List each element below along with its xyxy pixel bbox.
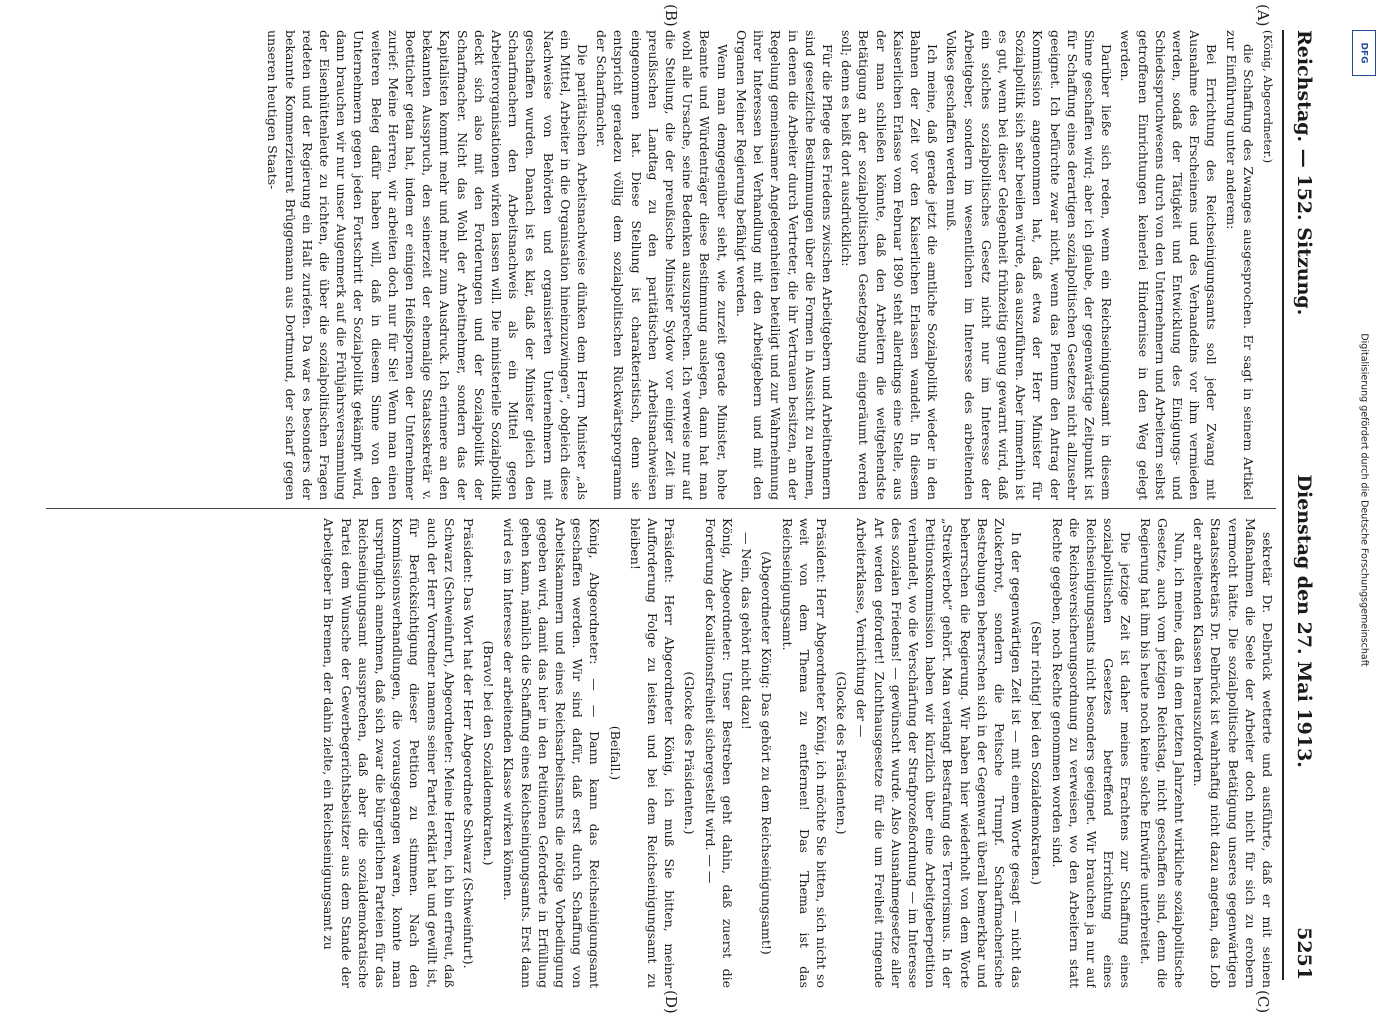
header-left: Reichstag. — 152. Sitzung. <box>1293 30 1315 316</box>
dfg-logo-text: DFG <box>1358 42 1369 64</box>
paragraph: Darüber ließe sich reden, wenn ein Reichseinigungsamt in diesem Sinne geschaffen wird; aber ich glaube, der gegenwärtige Zeitpunkt ist für Schaffung eines derartigen sozialpolitischen Gesetzes nicht allzusehr geeignet. Ich befürchte zwar nicht, wenn das Plenum den Antrag der Kommission angenommen hat, daß etwa der Herr Minister für Sozialpolitik sich sehr beeilen würde, das auszuführen. Aber immerhin ist es gut, wenn bei dieser Gelegenheit frühzeitig genug gewarnt wird, daß ein solches sozialpolitisches Gesetz nicht nur im Interesse der Arbeitgeber, sondern im wesentlichen im Interesse des arbeitenden Volkes geschaffen werden muß. <box>944 30 1115 500</box>
paragraph: Präsident: Herr Abgeordneter König, ich möchte Sie bitten, sich nicht so weit von dem Thema zu entfernen! Das Thema ist das Reichseinigungsamt. <box>779 518 829 988</box>
paragraph: (Beifall.) <box>607 725 623 781</box>
margin-marker-a: (A) <box>1254 4 1272 27</box>
paragraph: Nun, ich meine, daß in dem letzten Jahrzehnt wirkliche sozialpolitische Gesetze, auch vom jetzigen Reichstag, nicht geschaffen sind, denn die Regierung hat ihm bis heute noch keine solche Entwürfe unterbreitet. <box>1137 518 1187 988</box>
header-rule <box>1282 30 1284 980</box>
paragraph: die Schaffung des Zwanges ausgesprochen. Er sagt in seinem Artikel zur Einführung unter anderem: <box>1223 30 1256 500</box>
paragraph: König, Abgeordneter: — — Dann kann das Reichseinigungsamt geschaffen werden. Wir sind dafür, daß erst durch Schaffung von Arbeitskammern und eines Reichsarbeitsamts die nötige Vorbedingung gegeben wird, damit das hier in den Petitionen Geforderte in Erfüllung gehen kann, nämlich die Schaffung eines Reichseinigungsamts. Erst dann wird es im Interesse der arbeitenden Klasse wirken können. <box>501 518 603 988</box>
paragraph: Ich meine, daß gerade jetzt die amtliche Sozialpolitik wieder in den Bahnen der Zeit vor den Kaiserlichen Erlassen wandelt. In diesem Kaiserlichen Erlasse vom Februar 1890 steht allerdings eine Stelle, aus der man schließen könnte, daß den Arbeitern die weitgehendste Betätigung an der sozialpolitischen Gesetzgebung eingeräumt werden soll; denn es heißt dort ausdrücklich: <box>839 30 941 500</box>
paragraph: Schwarz (Schweinfurt), Abgeordneter: Meine Herren, ich bin erfreut, daß auch der Herr Vorredner namens seiner Partei erklärt hat und gewillt ist, für Berücksichtigung dieser Petition zu stimmen. Nach den Kommissionsverhandlungen, die vorausgegangen waren, konnte man ursprünglich annehmen, daß sich zwar die bürgerlichen Parteien für das Reichseinigungsamt aussprechen, daß aber die sozialdemokratische Partei dem Wunsche der Gewerbegerichtsbeisitzer aus dem Stande der Arbeitgeber in Bremen, der dahin zielte, ein Reichseinigungsamt zu <box>321 518 457 988</box>
running-header <box>1286 30 1322 980</box>
text-column-left <box>46 30 1276 500</box>
paragraph: Präsident: Das Wort hat der Herr Abgeordnete Schwarz (Schweinfurt). <box>461 518 477 969</box>
margin-marker-d: (D) <box>662 990 680 1014</box>
page-number: 5251 <box>1293 927 1315 980</box>
dfg-logo <box>1352 30 1376 76</box>
paragraph: Präsident: Herr Abgeordneter König, ich muß Sie bitten, meiner Aufforderung Folge zu leisten und bei dem Reichseinigungsamt zu bleiben! <box>627 518 678 988</box>
digitization-strip <box>1351 30 1377 980</box>
paragraph: sekretär Dr. Delbrück wetterte und ausführte, daß er mit seinen Maßnahmen die Seele der Arbeiter doch nicht für sich zu erobern vermocht hätte. Die sozialpolitische Betätigung unseres gegenwärtigen Staatssekretärs Dr. Delbrück ist wahrhaftig nicht dazu angetan, das Lob der arbeitenden Klassen herauszufordern. <box>1191 518 1275 988</box>
paragraph: (König, Abgeordneter.) <box>1261 30 1275 164</box>
column-divider <box>46 508 1276 509</box>
paragraph: König, Abgeordneter: Unser Bestreben geht dahin, daß zuerst die Forderung der Koalitionsfreiheit sichergestellt wird. — — <box>702 518 735 988</box>
paragraph: (Abgeordneter König: Das gehört zu dem Reichseinigungsamt!) <box>759 551 775 955</box>
paragraph: Bei Errichtung des Reichseinigungsamts soll jeder Zwang mit Ausnahme des Erscheinens und des Verhandelns vor ihm vermieden werden, sodaß der Tätigkeit und Entwicklung des Einigungs- und Schiedsspruchwesens durch von den Unternehmern und Arbeitern selbst getroffenen Einrichtungen keinerlei Hindernisse in den Weg gelegt werden. <box>1118 30 1220 500</box>
margin-marker-b: (B) <box>662 4 680 27</box>
paragraph: (Sehr richtig! bei den Sozialdemokraten.) <box>1029 621 1045 885</box>
digitization-note: Digitalisierung gefördert durch die Deutsche Forschungsgemeinschaft <box>1358 333 1370 667</box>
paragraph: Wenn man demgegenüber sieht, wie zurzeit gerade Minister, hohe Beamte und Würdenträger diese Bestimmung auslegen, dann hat man wohl alle Ursache, seine Bedenken auszusprechen. Ich verweise nur auf die Stellung, die der preußische Minister Sydow vor einiger Zeit im preußischen Landtag zu den paritätischen Arbeitsnachweisen eingenommen hat. Diese Stellung ist charakteristisch, denn sie entspricht geradezu völlig dem sozialpolitischen Rückwärtsprogramm der Scharfmacher. <box>594 30 730 500</box>
paragraph: Die jetzige Zeit ist daher meines Erachtens zur Schaffung eines sozialpolitischen Gesetzes betreffend Errichtung eines Reichseinigungsamts nicht besonders geeignet. Wir brauchen ja nur auf die Reichsversicherungsordnung zu verweisen, wo den Arbeitern statt Rechte gegeben, noch Rechte genommen worden sind. <box>1049 518 1134 988</box>
paragraph: In der gegenwärtigen Zeit ist — mit einem Worte gesagt — nicht das Zuckerbrot, sondern die Peitsche Trumpf. Scharfmacherische Bestrebungen beherrschen sich in der Gegenwart überall bemerkbar und beherrschen die Regierung. Wir haben hier wiederholt von dem Worte „Streikverbot“ gehört. Man verlangt Bestrafung des Terrorismus. In der Petitionskommission haben wir kürzlich über eine Arbeitgeberpetition verhandelt, wo die Verschärfung der Strafprozeßordnung — im Interesse des sozialen Friedens! — gewünscht wurde. Also Ausnahmegesetze aller Art werden gefordert! Zuchthausgesetze für die um Freiheit ringende Arbeiterklasse, Vernichtung der — <box>854 518 1025 988</box>
text-column-right <box>46 518 1276 988</box>
header-date: Dienstag den 27. Mai 1913. <box>1293 474 1315 768</box>
paragraph: (Glocke des Präsidenten.) <box>834 671 850 835</box>
paragraph: (Bravo! bei den Sozialdemokraten.) <box>481 640 497 866</box>
paragraph: (Glocke des Präsidenten.) <box>682 671 698 835</box>
paragraph: Die paritätischen Arbeitsnachweise dünken dem Herrn Minister „als ein Mittel, Arbeiter in die Organisation hineinzuzwingen“, obgleich diese Nachweise von Behörden und organisierten Unternehmern mit geschaffen wurden. Danach ist es klar, daß der Minister gleich den Scharfmachern den Arbeitsnachweis als ein Mittel gegen Arbeiterorganisationen wirken lassen will. Die ministerielle Sozialpolitik deckt sich also mit den Forderungen und der Sozialpolitik der Scharfmacher. Nicht das Wohl der Arbeitnehmer, sondern das der Kapitalisten kommt mehr und mehr zum Ausdruck. Ich erinnere an den bekannten Ausspruch, den seinerzeit der ehemalige Staatssekretär v. Boetticher getan hat, indem er einigen Heißspornen der Unternehmer zurief: Meine Herren, wir arbeiten doch nur für Sie! Wenn man einen weiteren Beleg dafür haben will, daß in diesem Sinne von den Unternehmern gegen jeden Fortschritt der Sozialpolitik gekämpft wird, dann brauchen wir nur unser Augenmerk auf die Frühjahrsversammlung der Eisenhüttenleute zu richten, die über die sozialpolitischen Fragen redeten und der Regierung ein Halt zuriefen. Da war es besonders der bekannte Kommerzienrat Brüggemann aus Dortmund, der scharf gegen unseren heutigen Staats- <box>265 30 591 500</box>
margin-marker-c: (C) <box>1254 990 1272 1014</box>
document-page <box>30 0 1330 1014</box>
paragraph: — Nein, das gehört nicht dazu! <box>739 532 755 730</box>
paragraph: Für die Pflege des Friedens zwischen Arbeitgebern und Arbeitnehmern sind gesetzliche Bestimmungen über die Formen in Aussicht zu nehmen, in denen die Arbeiter durch Vertreter, die ihr Vertrauen besitzen, an der Regelung gemeinsamer Angelegenheiten beteiligt und zur Wahrnehmung ihrer Interessen bei Verhandlung mit den Arbeitgebern und mit den Organen Meiner Regierung befähigt werden. <box>733 30 835 500</box>
